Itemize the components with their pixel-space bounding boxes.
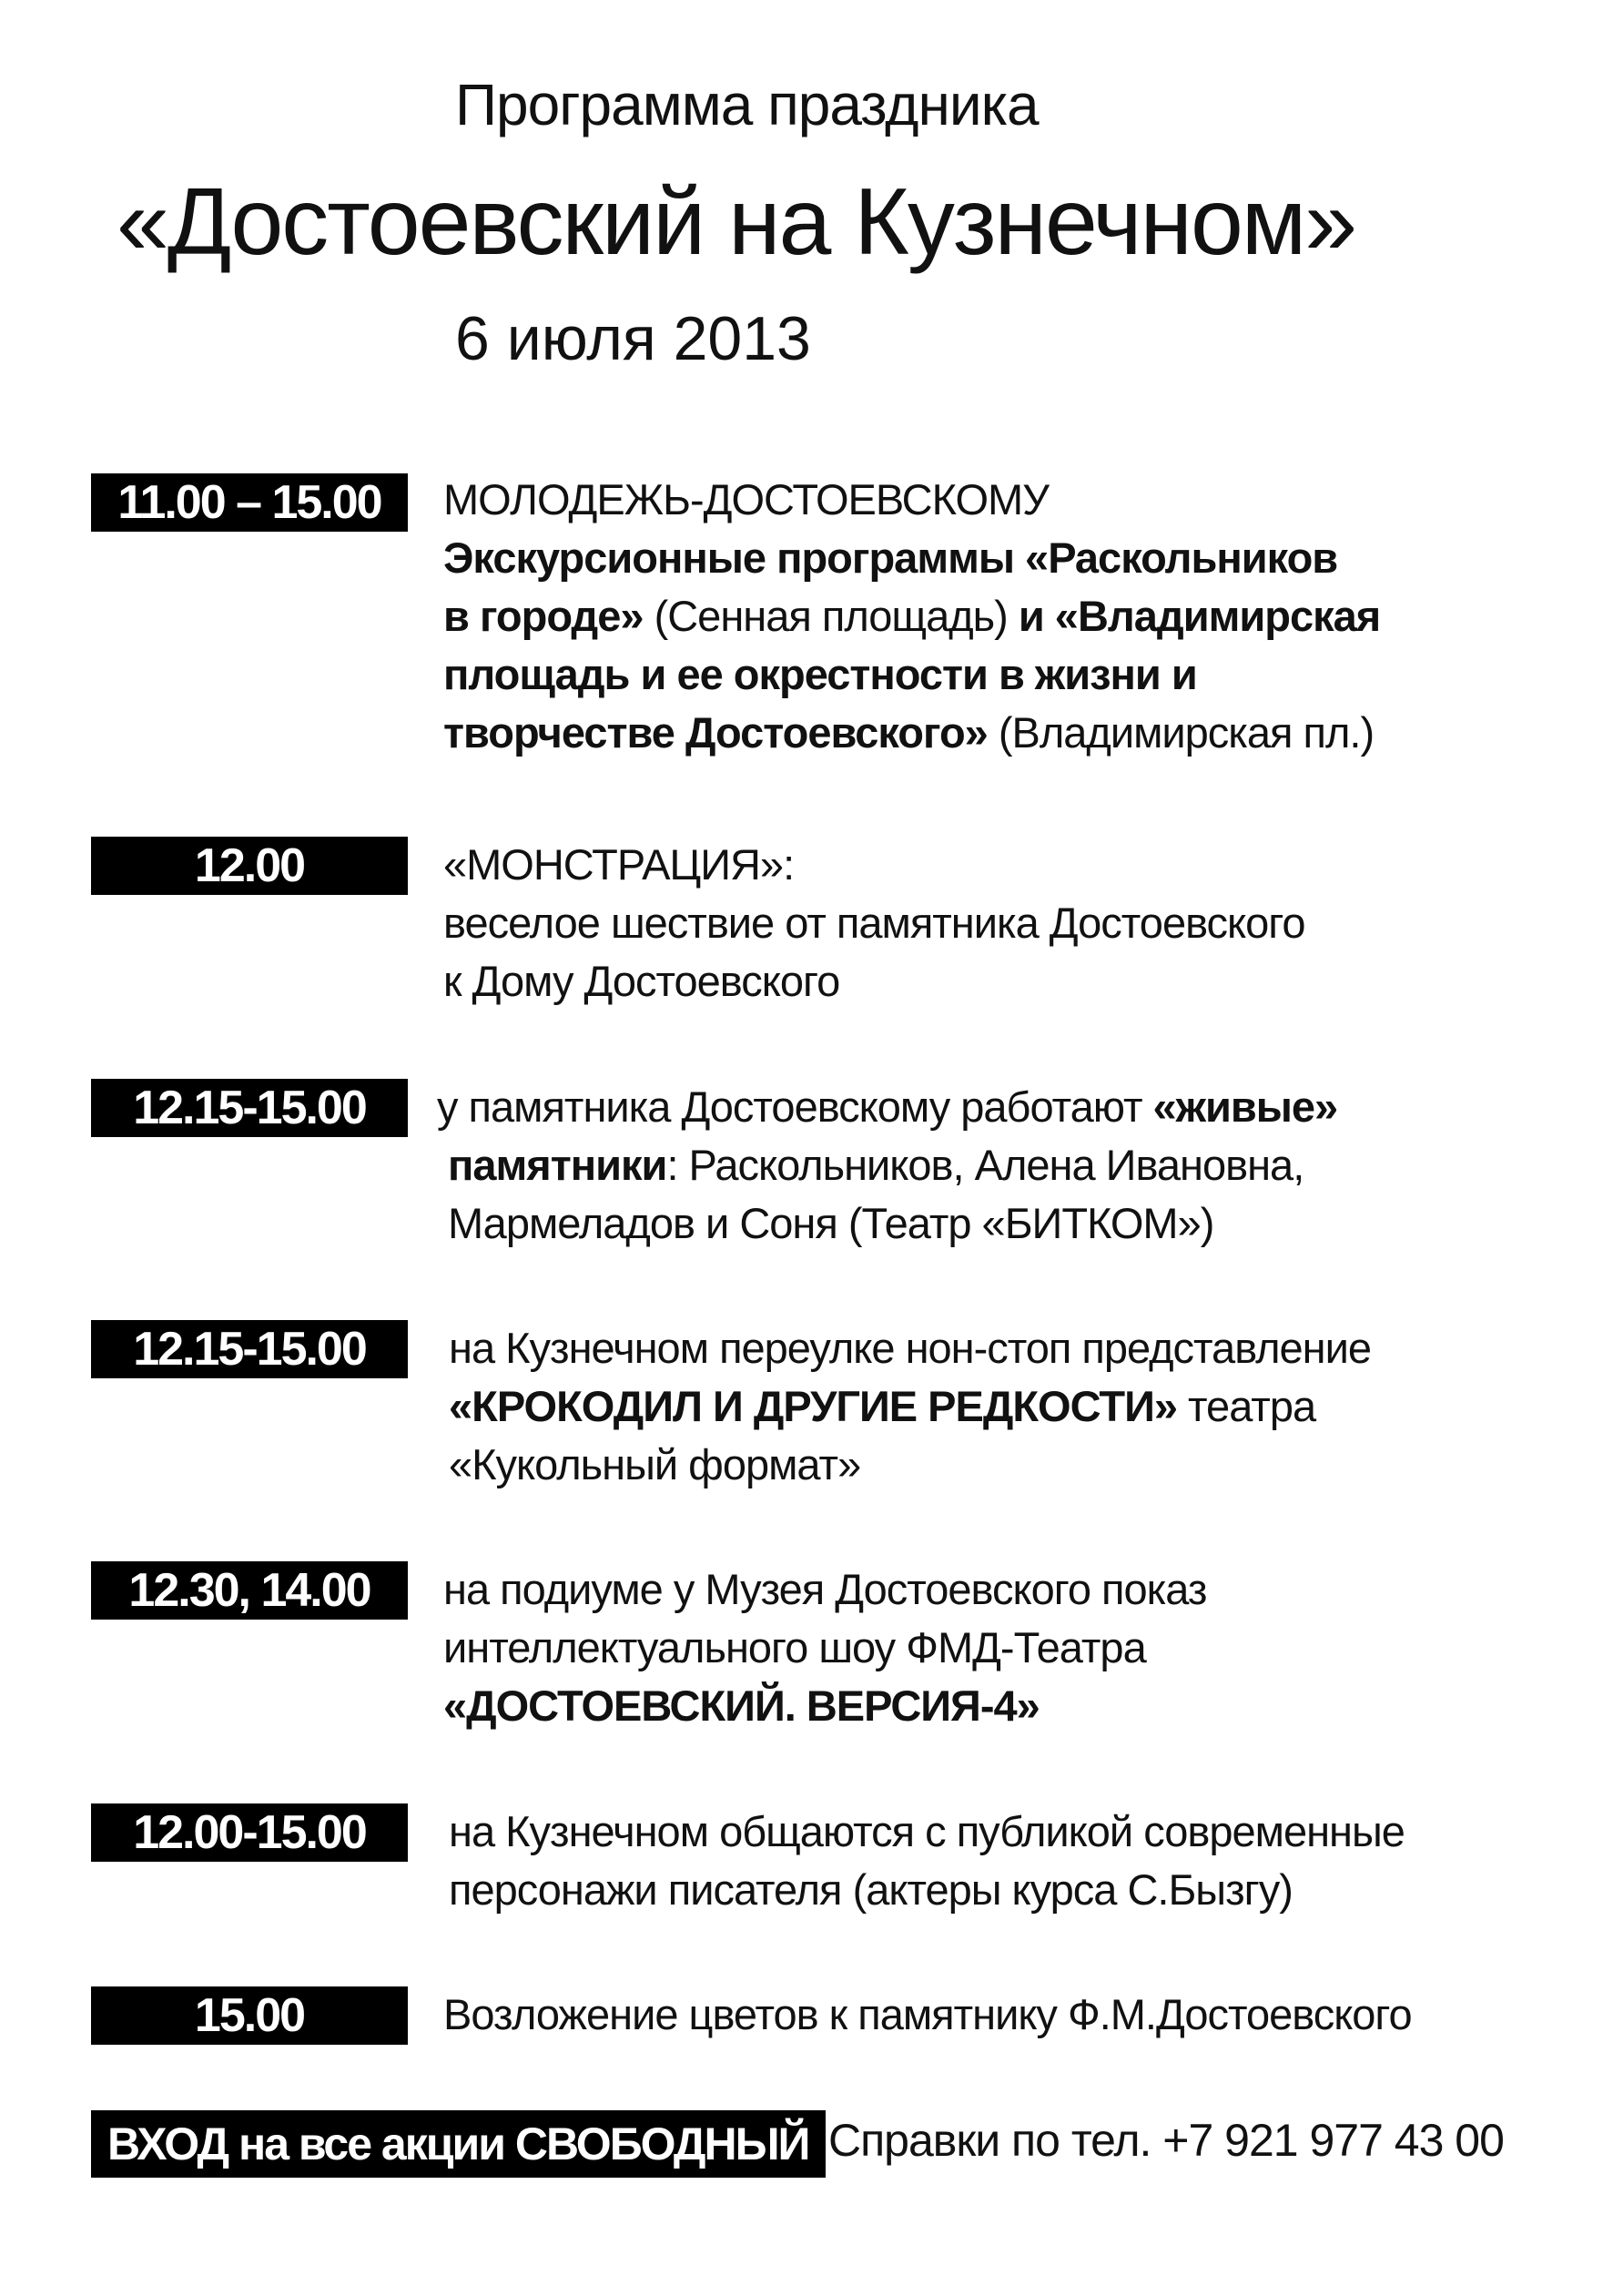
event-description [443,836,1581,1011]
event-line: веселое шествие от памятника Достоевского [443,899,1305,947]
event-time-badge: 15.00 [91,1986,408,2045]
event-description [449,1319,1587,1494]
event-description [437,1078,1575,1253]
event-time-badge: 12.30, 14.00 [91,1561,408,1620]
event-line: на подиуме у Музея Достоевского показ [443,1565,1207,1613]
festival-name: «Достоевский на Кузнечном» [117,169,1356,275]
event-line: у памятника Достоевскому работают «живые» [437,1082,1338,1131]
event-description [443,1986,1581,2044]
event-line: памятники: Раскольников, Алена Ивановна, [448,1141,1304,1189]
event-line: Мармеладов и Соня (Театр «БИТКОМ») [448,1199,1214,1247]
event-line: на Кузнечном переулке нон-стоп представление [449,1324,1371,1372]
event-line: «Кукольный формат» [449,1440,861,1488]
event-line: персонажи писателя (актеры курса С.Бызгу) [449,1865,1293,1914]
event-line: творчестве Достоевского» (Владимирская пл.) [443,708,1375,757]
event-line: к Дому Достоевского [443,957,840,1005]
event-line: площадь и ее окрестности в жизни и [443,650,1197,698]
event-line: «КРОКОДИЛ И ДРУГИЕ РЕДКОСТИ» театра [449,1382,1316,1430]
event-time-badge: 12.15-15.00 [91,1079,408,1137]
event-description [443,1560,1581,1735]
event-line: интеллектуального шоу ФМД-Театра [443,1623,1146,1671]
event-line: МОЛОДЕЖЬ-ДОСТОЕВСКОМУ [443,475,1050,523]
free-entry-badge: ВХОД на все акции СВОБОДНЫЙ [91,2110,826,2178]
program-title: Программа праздника [455,72,1039,137]
event-time-badge: 12.15-15.00 [91,1320,408,1378]
event-time-badge: 11.00 – 15.00 [91,473,408,532]
contact-phone: Справки по тел. +7 921 977 43 00 [828,2115,1504,2166]
event-line: «ДОСТОЕВСКИЙ. ВЕРСИЯ-4» [443,1681,1040,1730]
event-line: в городе» (Сенная площадь) и «Владимирская [443,592,1381,640]
event-time-badge: 12.00 [91,837,408,895]
event-description [443,471,1581,762]
event-line: на Кузнечном общаются с публикой современные [449,1807,1405,1855]
event-description [449,1803,1587,1919]
event-line: Экскурсионные программы «Раскольников [443,533,1338,582]
festival-date: 6 июля 2013 [455,304,811,373]
event-time-badge: 12.00-15.00 [91,1803,408,1862]
event-line: «МОНСТРАЦИЯ»: [443,840,795,889]
event-line: Возложение цветов к памятнику Ф.М.Достоевского [443,1990,1412,2038]
